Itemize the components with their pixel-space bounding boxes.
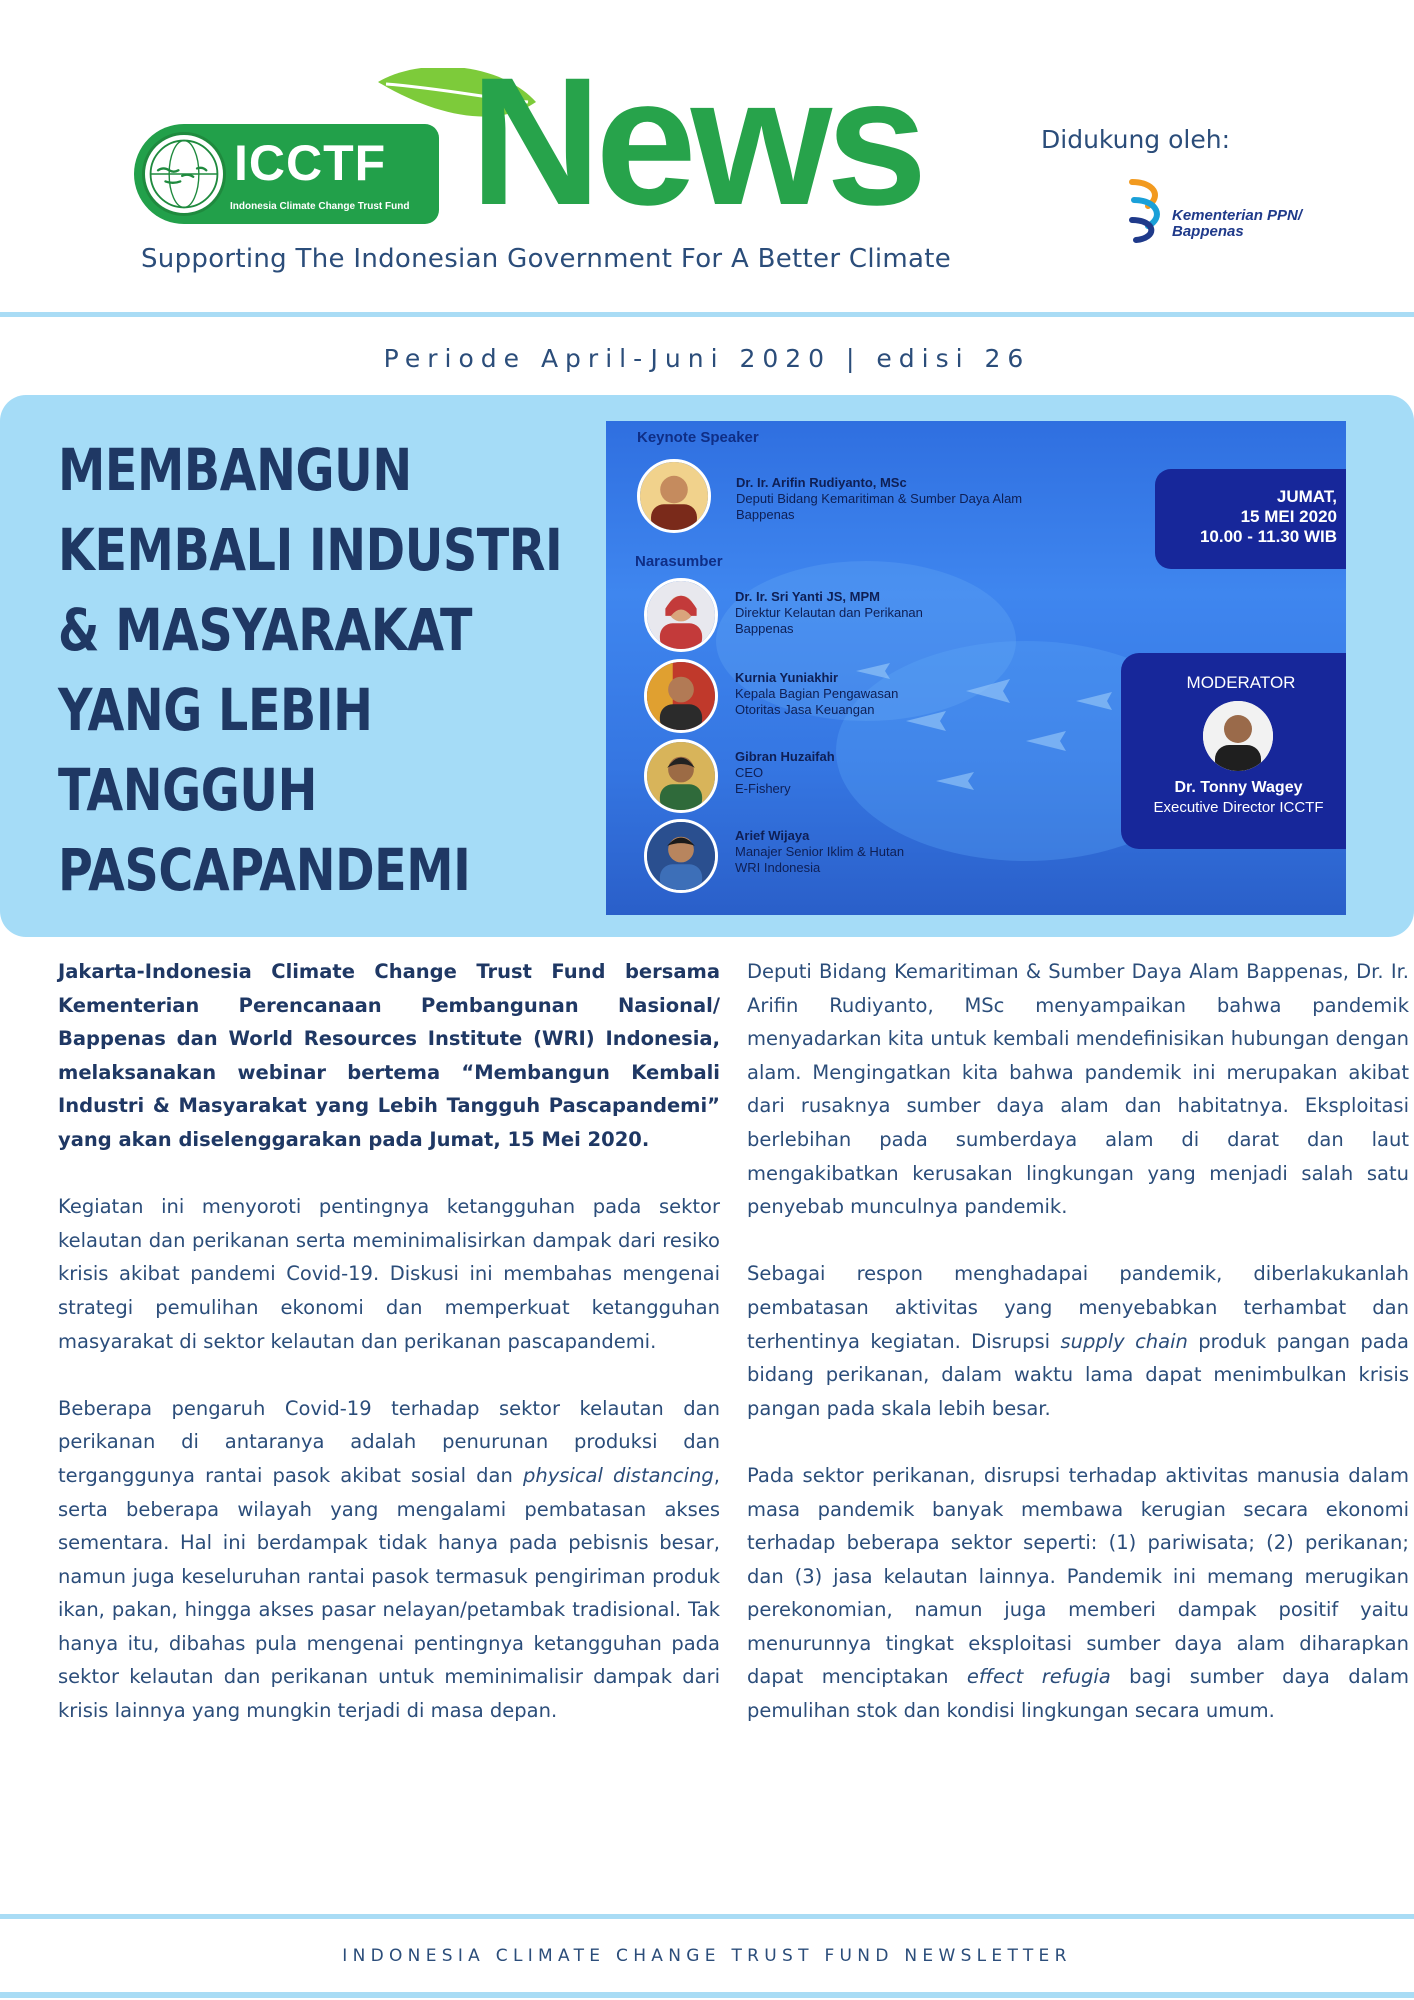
moderator-label: MODERATOR	[1186, 673, 1296, 692]
speaker-photo	[644, 819, 718, 893]
issue-period: Periode April-Juni 2020 | edisi 26	[383, 344, 1031, 373]
speaker-photo	[644, 659, 718, 733]
masthead-news: News	[470, 39, 922, 243]
headline-line: & MASYARAKAT	[58, 596, 473, 664]
speaker-photo	[644, 578, 718, 652]
keynote-photo	[637, 459, 711, 533]
logo-name: ICCTF	[234, 135, 387, 191]
lead-paragraph: Jakarta-Indonesia Climate Change Trust Fund bersama Kementerian Perencanaan Pembangunan Nasional/ Bappenas dan World Resources Institute (WRI) Indonesia, melaksanakan webinar bertema “Membangun Kembali Industri & Masyarakat yang Lebih Tangguh Pascapandemi” yang akan diselenggarakan pada Jumat, 15 Mei 2020.	[58, 960, 720, 1151]
article-column-left	[58, 955, 720, 1761]
logo-subtitle: Indonesia Climate Change Trust Fund	[230, 201, 410, 212]
narasumber-label: Narasumber	[635, 553, 723, 570]
paragraph: Pada sektor perikanan, disrupsi terhadap aktivitas manusia dalam masa pandemik banyak membawa kerugian secara ekonomi terhadap beberapa sektor seperti: (1) pariwisata; (2) perikanan; dan (3) jasa kelautan lainnya. Pandemik ini memang merugikan perekonomian, namun juga memberi dampak positif yaitu menurunnya tingkat eksploitasi sumber daya alam diharapkan dapat menciptakan effect refugia bagi sumber daya dalam pemulihan stok dan kondisi lingkungan secara umum.	[747, 1463, 1409, 1723]
headline-line: MEMBANGUN	[58, 436, 412, 504]
supported-by-label: Didukung oleh:	[1041, 125, 1231, 154]
keynote-info: Dr. Ir. Arifin Rudiyanto, MSc Deputi Bidang Kemaritiman & Sumber Daya Alam Bappenas	[736, 475, 1023, 522]
tagline: Supporting The Indonesian Government For A Better Climate	[141, 244, 952, 274]
headline-line: KEMBALI INDUSTRI	[58, 516, 563, 584]
footer-bottom-rule	[0, 1992, 1414, 1998]
paragraph: Deputi Bidang Kemaritiman & Sumber Daya Alam Bappenas, Dr. Ir. Arifin Rudiyanto, MSc menyampaikan bahwa pandemik menyadarkan kita untuk kembali mendefinisikan hubungan dengan alam. Mengingatkan kita bahwa pandemik ini merupakan akibat dari rusaknya sumber daya alam dan habitatnya. Eksploitasi berlebihan pada sumberdaya alam di darat dan laut mengakibatkan kerusakan lingkungan yang menjadi salah satu penyebab munculnya pandemik.	[747, 960, 1409, 1219]
header-divider	[0, 312, 1414, 317]
moderator-role: Executive Director ICCTF	[1153, 799, 1324, 816]
speaker-info: Arief Wijaya Manajer Senior Iklim & Hutan WRI Indonesia	[735, 828, 905, 875]
speaker-info: Gibran Huzaifah CEO E-Fishery	[735, 749, 835, 796]
bappenas-logo	[1128, 178, 1318, 248]
moderator-badge	[1121, 653, 1346, 849]
headline-line: YANG LEBIH	[58, 676, 373, 744]
paragraph: Kegiatan ini menyoroti pentingnya ketangguhan pada sektor kelautan dan perikanan serta meminimalisirkan dampak dari resiko krisis akibat pandemi Covid-19. Diskusi ini membahas mengenai strategi pemulihan ekonomi dan memperkuat ketangguhan masyarakat di sektor kelautan dan perikanan pascapandemi.	[58, 1195, 720, 1353]
webinar-poster	[606, 421, 1346, 915]
newsletter-footer: INDONESIA CLIMATE CHANGE TRUST FUND NEWSLETTER	[342, 1946, 1072, 1966]
paragraph: Sebagai respon menghadapai pandemik, diberlakukanlah pembatasan aktivitas yang menyebabkan terhambat dan terhentinya kegiatan. Disrupsi supply chain produk pangan pada bidang perikanan, dalam waktu lama dapat menimbulkan krisis pangan pada skala lebih besar.	[747, 1262, 1409, 1420]
indonesia-globe-icon	[142, 132, 226, 216]
speaker-info: Kurnia Yuniakhir Kepala Bagian Pengawasan Otoritas Jasa Keuangan	[735, 670, 899, 717]
speaker-info: Dr. Ir. Sri Yanti JS, MPM Direktur Kelautan dan Perikanan Bappenas	[735, 589, 923, 636]
moderator-name: Dr. Tonny Wagey	[1174, 779, 1303, 796]
paragraph: Beberapa pengaruh Covid-19 terhadap sektor kelautan dan perikanan di antaranya adalah penurunan produksi dan terganggunya rantai pasok akibat sosial dan physical distancing, serta beberapa wilayah yang mengalami pembatasan akses sementara. Hal ini berdampak tidak hanya pada pebisnis besar, namun juga keseluruhan rantai pasok termasuk pengiriman produk ikan, pakan, hingga akses pasar nelayan/petambak tradisional. Tak hanya itu, dibahas pula mengenai pentingnya ketangguhan pada sektor kelautan dan perikanan untuk meminimalisir dampak dari krisis lainnya yang mungkin terjadi di masa depan.	[58, 1396, 720, 1723]
article-headline	[58, 430, 563, 910]
article-column-right	[747, 955, 1409, 1761]
headline-line: TANGGUH	[58, 756, 317, 824]
headline-line: PASCAPANDEMI	[58, 836, 471, 904]
speaker-photo	[644, 739, 718, 813]
sponsor-name: Kementerian PPN/ Bappenas	[1172, 207, 1303, 240]
keynote-label: Keynote Speaker	[637, 429, 759, 446]
moderator-photo	[1203, 701, 1273, 771]
footer-divider	[0, 1914, 1414, 1919]
event-date-badge: JUMAT, 15 MEI 2020 10.00 - 11.30 WIB	[1155, 469, 1346, 569]
bappenas-mark-icon	[1128, 178, 1172, 244]
